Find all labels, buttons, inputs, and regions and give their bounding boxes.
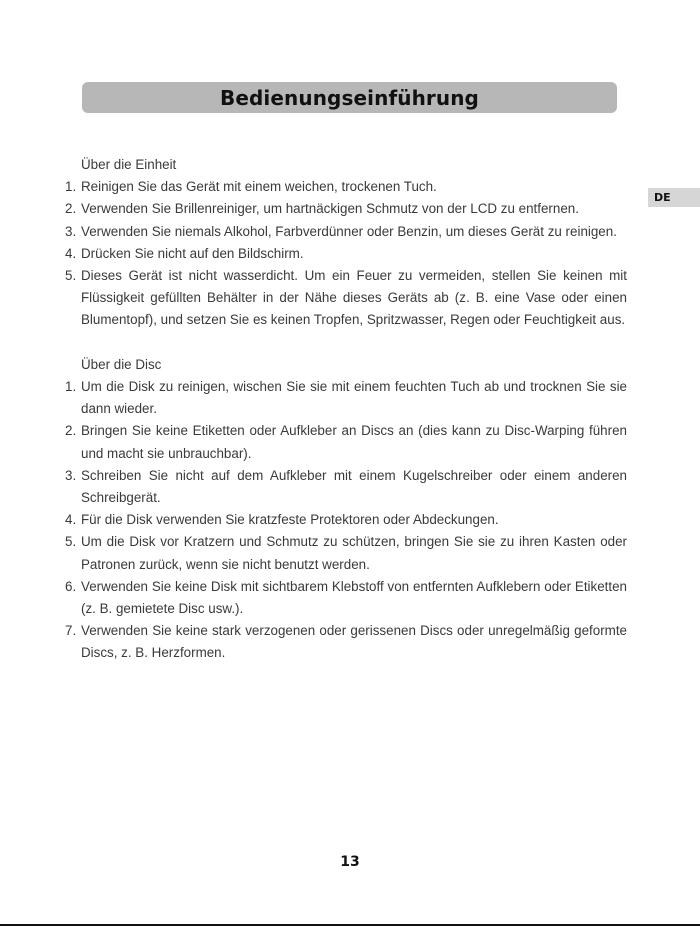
list-item — [65, 265, 627, 332]
language-tab-label: DE — [654, 191, 671, 204]
item-text: Um die Disk vor Kratzern und Schmutz zu schützen, bringen Sie sie zu ihren Kasten oder Patronen zurück, wenn sie nicht benutzt werden. — [81, 534, 627, 572]
list-item — [65, 243, 627, 265]
list-item — [65, 221, 627, 243]
item-text: Schreiben Sie nicht auf dem Aufkleber mit einem Kugelschreiber oder einem anderen Schreibgerät. — [81, 467, 627, 506]
instruction-list — [65, 176, 627, 331]
language-tab — [648, 188, 700, 207]
item-number: 2. — [65, 423, 77, 439]
page-number: 13 — [340, 854, 360, 870]
item-number: 3. — [65, 467, 77, 483]
instruction-list — [65, 376, 627, 665]
section-unit — [65, 154, 627, 332]
bottom-divider — [0, 924, 700, 926]
list-item — [65, 465, 627, 509]
item-text: Reinigen Sie das Gerät mit einem weichen, trockenen Tuch. — [81, 179, 437, 195]
item-number: 5. — [65, 534, 77, 550]
title-banner — [82, 82, 617, 113]
item-text: Für die Disk verwenden Sie kratzfeste Protektoren oder Abdeckungen. — [81, 512, 499, 528]
list-item — [65, 198, 627, 220]
item-number: 3. — [65, 223, 77, 239]
section-disc — [65, 354, 627, 665]
item-number: 1. — [65, 379, 77, 395]
item-number: 2. — [65, 201, 77, 217]
item-number: 1. — [65, 179, 77, 195]
list-item — [65, 531, 627, 575]
manual-content — [65, 154, 627, 665]
item-number: 6. — [65, 578, 77, 594]
item-number: 4. — [65, 245, 77, 261]
list-item — [65, 420, 627, 464]
item-text: Bringen Sie keine Etiketten oder Aufkleber an Discs an (dies kann zu Disc-Warping führen und macht sie unbrauchbar). — [81, 423, 627, 461]
item-number: 4. — [65, 512, 77, 528]
page-title: Bedienungseinführung — [220, 85, 479, 110]
item-text: Um die Disk zu reinigen, wischen Sie sie mit einem feuchten Tuch ab und trocknen Sie sie dann wieder. — [81, 379, 627, 417]
list-item — [65, 176, 627, 198]
item-text: Verwenden Sie niemals Alkohol, Farbverdünner oder Benzin, um dieses Gerät zu reinigen. — [81, 223, 617, 239]
item-text: Verwenden Sie Brillenreiniger, um hartnäckigen Schmutz von der LCD zu entfernen. — [81, 201, 579, 217]
item-number: 7. — [65, 623, 77, 639]
item-number: 5. — [65, 268, 77, 284]
section-heading: Über die Disc — [81, 356, 162, 372]
item-text: Verwenden Sie keine Disk mit sichtbarem Klebstoff von entfernten Aufklebern oder Etiketten (z. B. gemietete Disc usw.). — [81, 578, 627, 617]
list-item — [65, 376, 627, 420]
item-text: Drücken Sie nicht auf den Bildschirm. — [81, 245, 304, 261]
list-item — [65, 620, 627, 664]
item-text: Verwenden Sie keine stark verzogenen oder gerissenen Discs oder unregelmäßig geformte Discs, z. B. Herzformen. — [81, 623, 627, 661]
list-item — [65, 509, 627, 531]
list-item — [65, 576, 627, 620]
item-text: Dieses Gerät ist nicht wasserdicht. Um ein Feuer zu vermeiden, stellen Sie keinen mit Flüssigkeit gefüllten Behälter in der Nähe dieses Geräts ab (z. B. eine Vase oder einen Blumentopf), und setzen Sie es keinen Tropfen, Spritzwasser, Regen oder Feuchtigkeit aus. — [81, 268, 627, 328]
section-spacer — [65, 332, 627, 354]
section-heading: Über die Einheit — [81, 157, 177, 172]
